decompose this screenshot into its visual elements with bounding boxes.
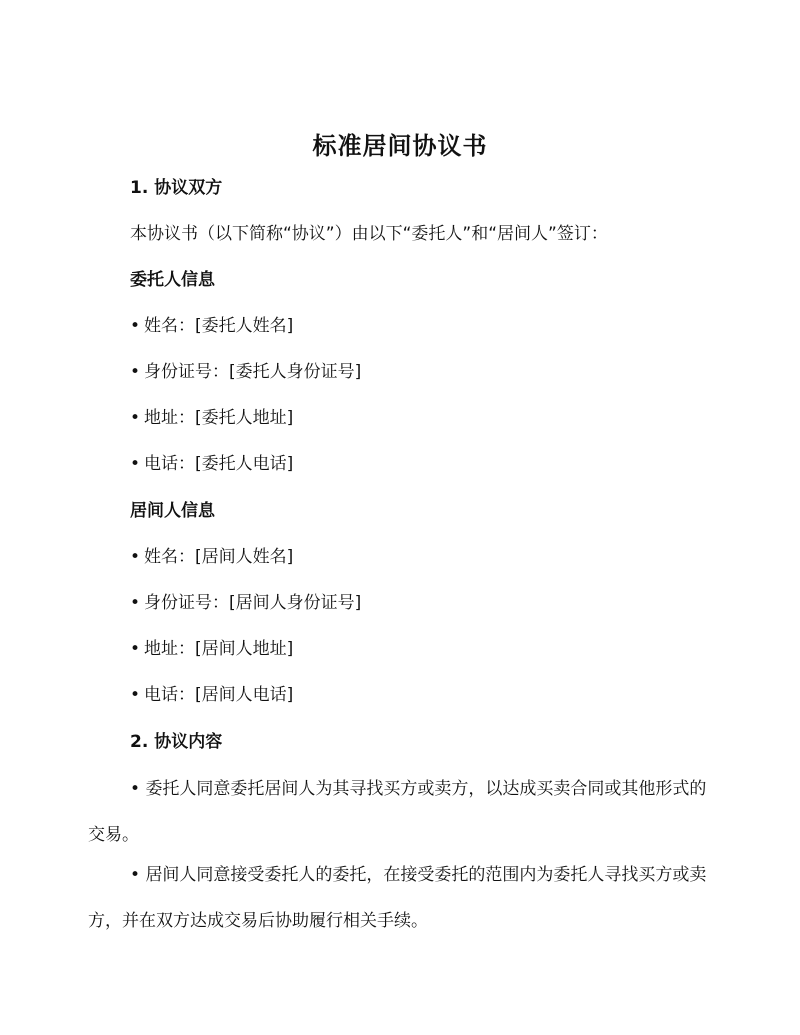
broker-name-item [130,545,293,569]
content-paragraph-1-text: 委托人同意委托居间人为其寻找买方或卖方，以达成买卖合同或其他形式的交易。 [88,779,707,845]
bullet-icon: • [130,639,141,659]
content-paragraph-2 [88,852,720,944]
bullet-icon: • [130,685,141,705]
broker-address-text: 地址：[居间人地址] [144,639,294,659]
broker-address-item [130,637,293,661]
client-address-item [130,406,293,430]
bullet-icon: • [130,865,141,885]
bullet-icon: • [130,362,141,382]
client-phone-item [130,452,293,476]
broker-id-text: 身份证号：[居间人身份证号] [144,593,362,613]
bullet-icon: • [130,779,141,799]
bullet-icon: • [130,316,141,336]
client-id-item [130,360,361,384]
broker-phone-item [130,683,293,707]
section-1-heading: 1. 协议双方 [130,178,223,198]
client-info-heading: 委托人信息 [130,270,215,290]
client-id-text: 身份证号：[委托人身份证号] [144,362,362,382]
content-paragraph-1 [88,766,720,858]
bullet-icon: • [130,454,141,474]
bullet-icon: • [130,547,141,567]
bullet-icon: • [130,408,141,428]
client-name-text: 姓名：[委托人姓名] [144,316,294,336]
document-title: 标准居间协议书 [312,132,488,160]
broker-id-item [130,591,361,615]
bullet-icon: • [130,593,141,613]
client-address-text: 地址：[委托人地址] [144,408,294,428]
section-2-heading: 2. 协议内容 [130,732,223,752]
client-name-item [130,314,293,338]
agreement-intro: 本协议书（以下简称“协议”）由以下“委托人”和“居间人”签订： [130,224,608,244]
broker-name-text: 姓名：[居间人姓名] [144,547,294,567]
broker-info-heading: 居间人信息 [130,501,215,521]
broker-phone-text: 电话：[居间人电话] [144,685,294,705]
client-phone-text: 电话：[委托人电话] [144,454,294,474]
content-paragraph-2-text: 居间人同意接受委托人的委托，在接受委托的范围内为委托人寻找买方或卖方，并在双方达成交易后协助履行相关手续。 [88,865,707,931]
